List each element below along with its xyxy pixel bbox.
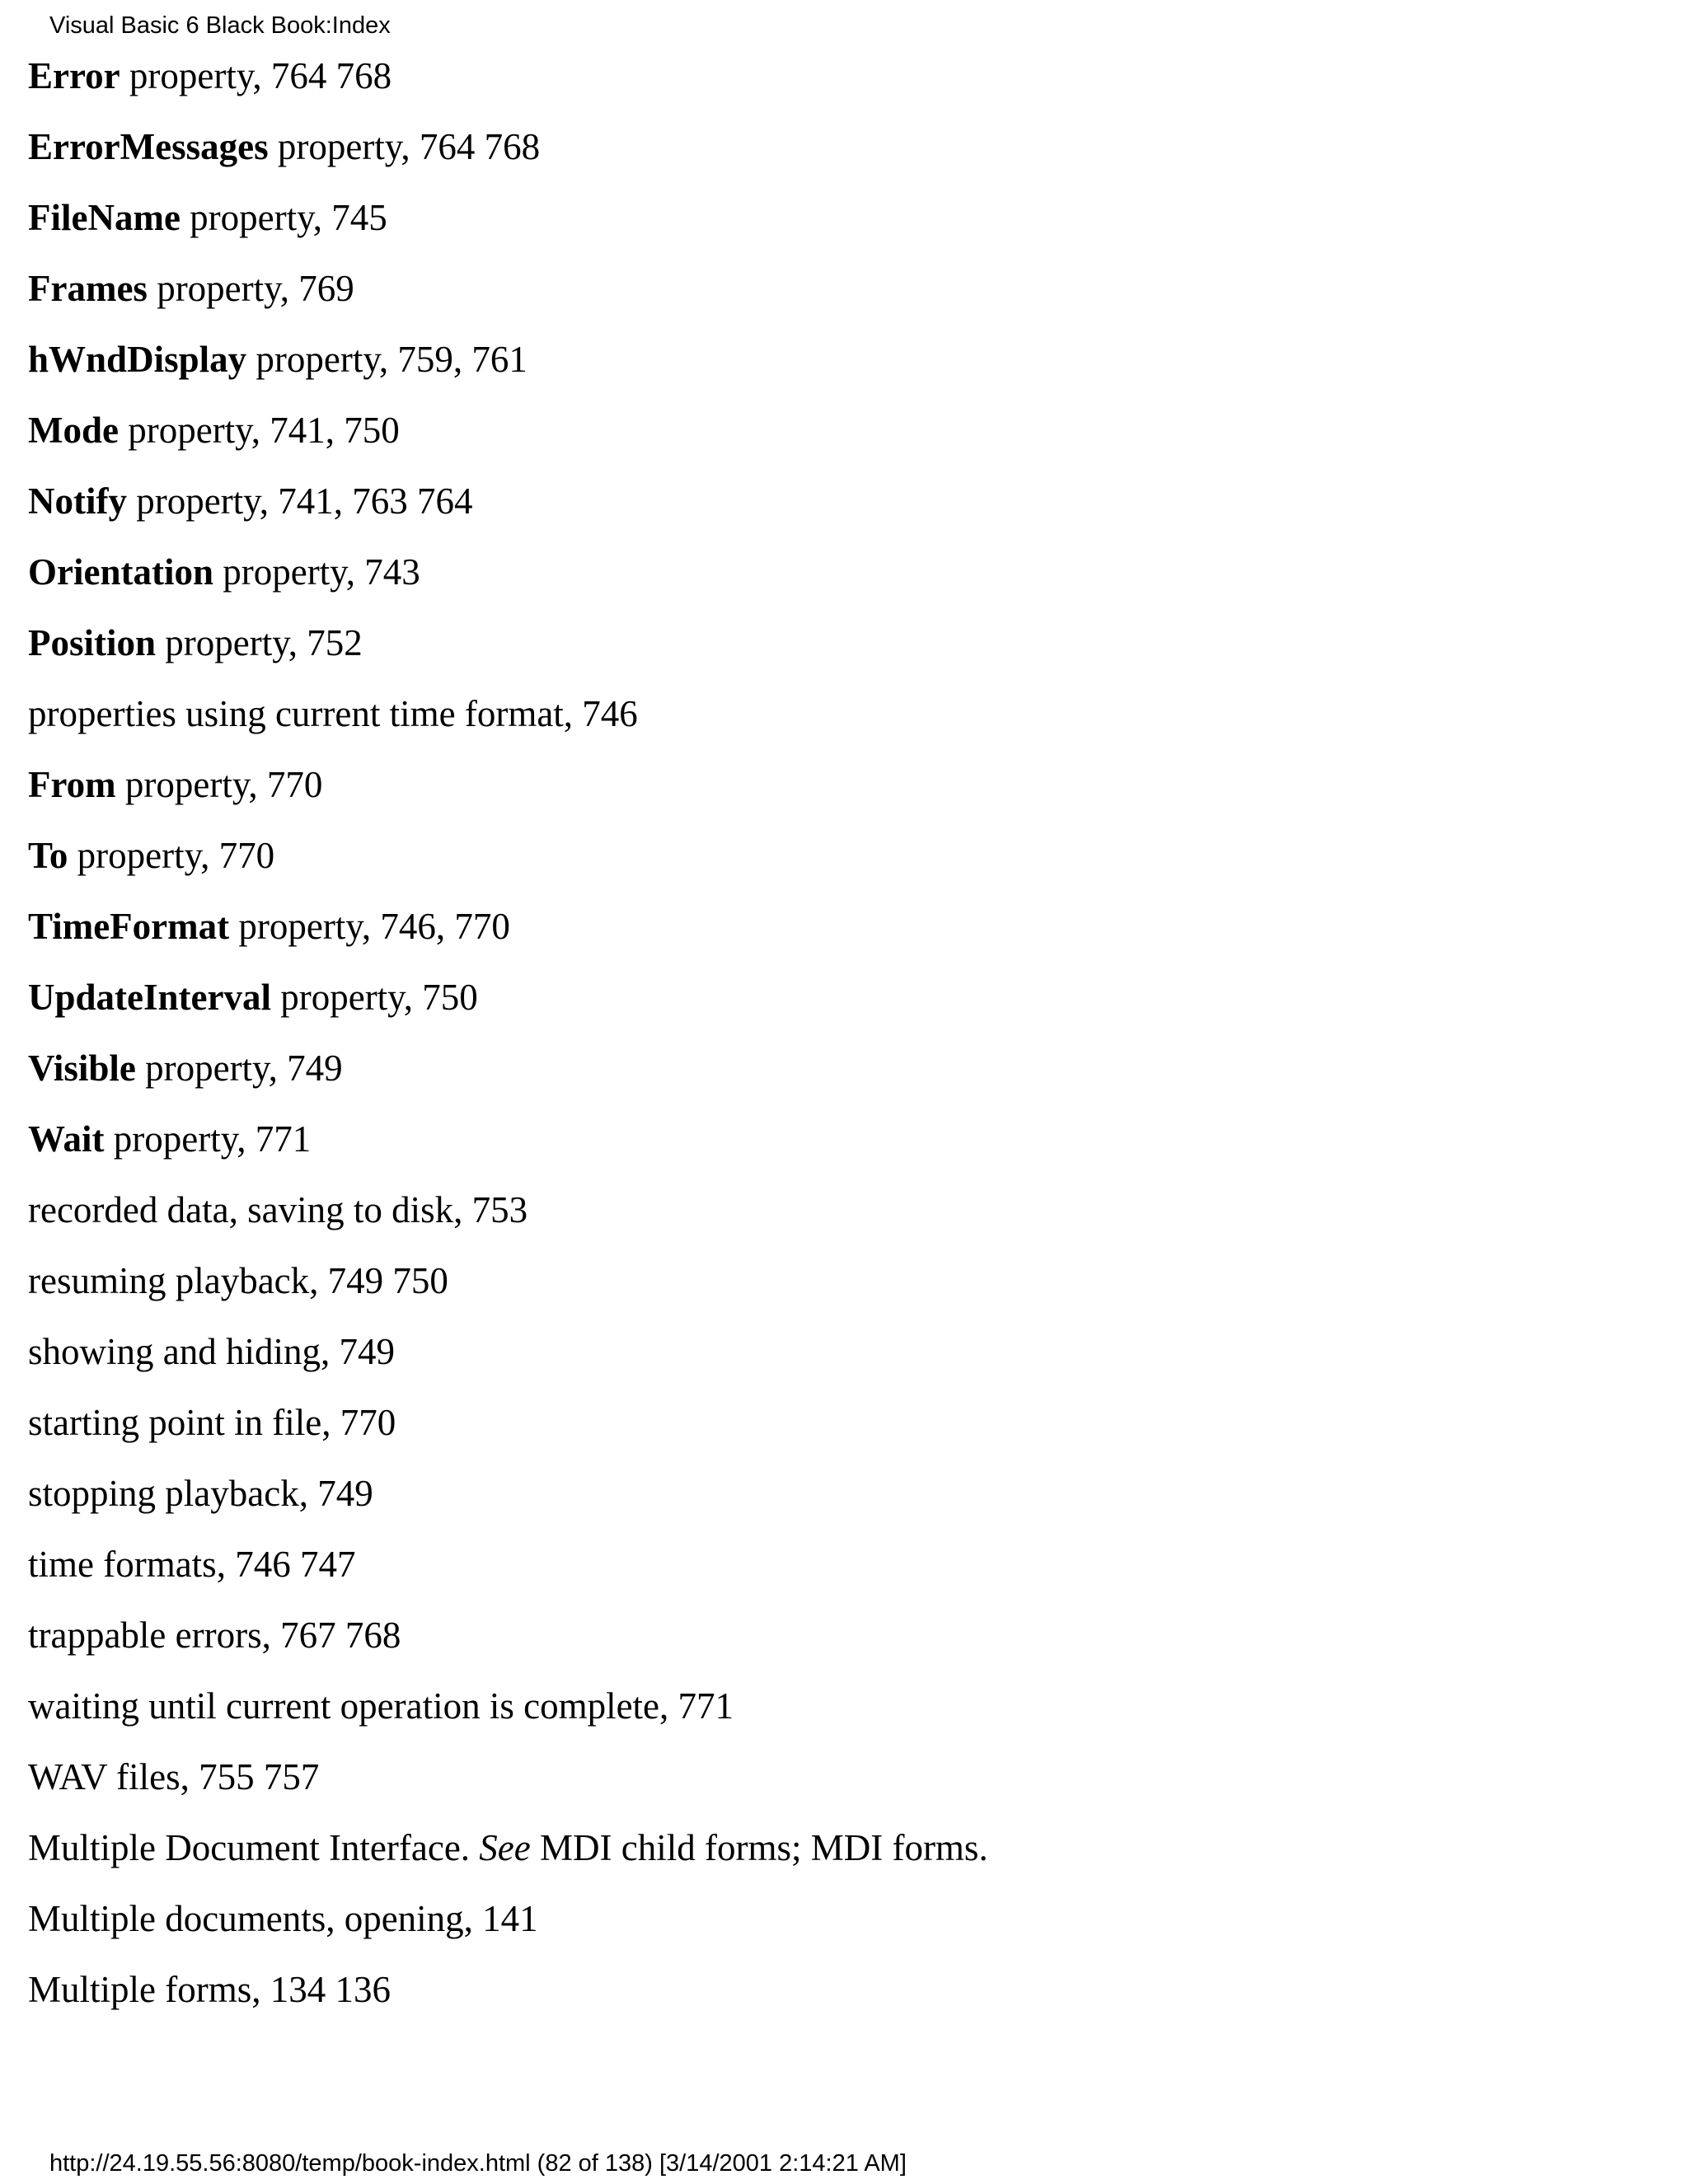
index-entry xyxy=(28,125,540,168)
entry-text: resuming playback, 749 750 xyxy=(28,1260,448,1301)
index-entry xyxy=(28,1614,401,1657)
entry-text: stopping playback, 749 xyxy=(28,1473,373,1514)
index-entry xyxy=(28,1259,448,1302)
index-entry xyxy=(28,976,478,1019)
entry-term: To xyxy=(28,835,68,876)
entry-term: Position xyxy=(28,622,157,663)
index-entry xyxy=(28,1543,355,1586)
index-entry xyxy=(28,1118,311,1160)
entry-text: properties using current time format, 746 xyxy=(28,693,638,734)
index-entry xyxy=(28,54,392,97)
index-entry xyxy=(28,1968,391,2011)
entry-term: TimeFormat xyxy=(28,906,230,947)
index-entry xyxy=(28,1188,528,1231)
entry-text: property, 752 xyxy=(156,622,363,663)
index-entry xyxy=(28,763,322,806)
index-entry xyxy=(28,196,387,239)
entry-term: FileName xyxy=(28,197,181,238)
entry-text: property, 741, 763 764 xyxy=(126,480,473,522)
index-entry xyxy=(28,621,363,664)
see-reference: See xyxy=(479,1827,531,1868)
entry-term: Orientation xyxy=(28,551,213,593)
entry-text: property, 741, 750 xyxy=(118,410,400,451)
entry-text: property, 764 768 xyxy=(120,55,392,96)
entry-term: Mode xyxy=(28,410,119,451)
entry-text: trappable errors, 767 768 xyxy=(28,1615,401,1656)
entry-term: ErrorMessages xyxy=(28,126,269,167)
index-entry xyxy=(28,338,528,381)
entry-text: showing and hiding, 749 xyxy=(28,1331,395,1372)
entry-term: Wait xyxy=(28,1118,105,1160)
entry-text: property, 746, 770 xyxy=(229,906,510,947)
entry-text: property, 743 xyxy=(213,551,420,593)
entry-text: property, 771 xyxy=(104,1118,312,1160)
entry-term: From xyxy=(28,764,116,805)
entry-term: Visible xyxy=(28,1047,136,1089)
entry-term: UpdateInterval xyxy=(28,977,271,1018)
entry-text: time formats, 746 747 xyxy=(28,1544,356,1585)
index-entry xyxy=(28,1047,343,1090)
index-entry xyxy=(28,551,420,593)
entry-term: hWndDisplay xyxy=(28,339,247,380)
entry-text: Multiple Document Interface. xyxy=(28,1827,480,1868)
entry-text: property, 769 xyxy=(147,268,354,309)
page-header: Visual Basic 6 Black Book:Index xyxy=(49,12,391,39)
entry-text: property, 764 768 xyxy=(268,126,541,167)
index-entry xyxy=(28,692,638,735)
entry-text: Multiple documents, opening, 141 xyxy=(28,1898,538,1939)
index-entry xyxy=(28,1472,373,1515)
index-entry xyxy=(28,1826,988,1869)
index-entry xyxy=(28,1401,396,1444)
index-entry xyxy=(28,1755,319,1798)
entry-text: recorded data, saving to disk, 753 xyxy=(28,1189,528,1230)
entry-term: Error xyxy=(28,55,120,96)
index-entry xyxy=(28,480,473,523)
entry-text: property, 745 xyxy=(180,197,387,238)
entry-text: waiting until current operation is complete, 771 xyxy=(28,1685,734,1727)
index-entry xyxy=(28,1897,538,1940)
index-entry xyxy=(28,1685,734,1727)
entry-term: Notify xyxy=(28,480,127,522)
entry-text: property, 770 xyxy=(115,764,323,805)
entry-text: property, 750 xyxy=(270,977,478,1018)
page-footer: http://24.19.55.56:8080/temp/book-index.html (82 of 138) [3/14/2001 2:14:21 AM] xyxy=(49,2150,907,2177)
entry-text: property, 749 xyxy=(135,1047,343,1089)
entry-text-after: MDI child forms; MDI forms. xyxy=(530,1827,988,1868)
entry-text: starting point in file, 770 xyxy=(28,1402,396,1443)
index-entry xyxy=(28,267,354,310)
entry-term: Frames xyxy=(28,268,148,309)
entry-text: property, 759, 761 xyxy=(246,339,528,380)
index-entry xyxy=(28,1330,395,1373)
entry-text: WAV files, 755 757 xyxy=(28,1756,320,1797)
entry-text: Multiple forms, 134 136 xyxy=(28,1969,391,2010)
index-entry xyxy=(28,905,510,948)
index-entry xyxy=(28,834,274,877)
index-entry xyxy=(28,409,400,452)
entry-text: property, 770 xyxy=(68,835,275,876)
